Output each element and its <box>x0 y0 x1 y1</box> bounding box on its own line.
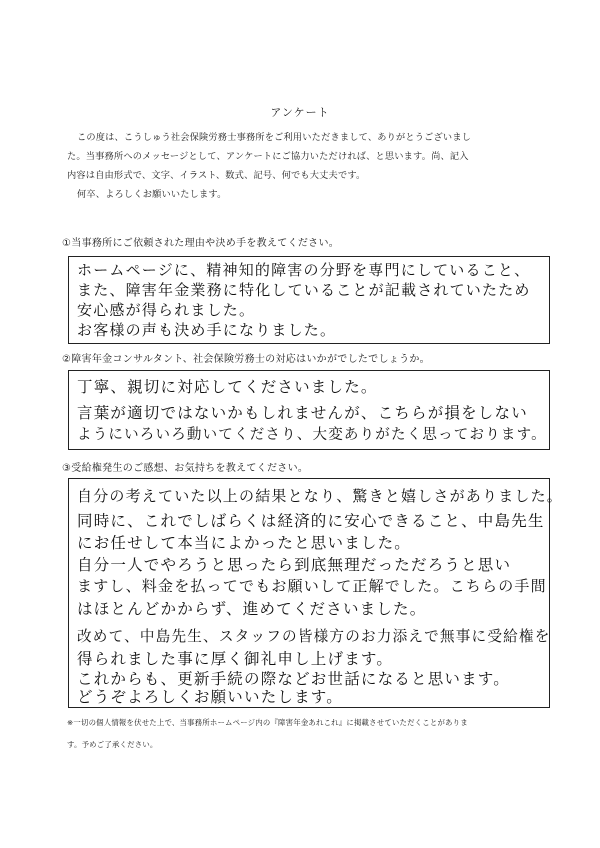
answer-line: 自分一人でやろうと思ったら到底無理だっただろうと思い <box>77 556 512 574</box>
answer-line: お客様の声も決め手になりました。 <box>77 321 337 339</box>
answer-box-2 <box>68 370 550 450</box>
answer-line: 自分の考えていた以上の結果となり、驚きと嬉しさがありました。 <box>77 487 564 505</box>
intro-line: この度は、こうしゅう社会保険労務士事務所をご利用いただきまして、ありがとうございまし <box>77 132 472 143</box>
intro-text <box>67 128 533 204</box>
question-1: ①当事務所にご依頼された理由や決め手を教えてください。 <box>62 238 340 249</box>
answer-line: 改めて、中島先生、スタッフの皆様方のお力添えで無事に受給権を <box>77 628 551 645</box>
answer-line: はほとんどかからず、進めてくださいました。 <box>77 600 427 618</box>
answer-line: 同時に、これでしばらくは経済的に安心できること、中島先生 <box>77 512 545 530</box>
question-3: ③受給権発生のご感想、お気持ちを教えてください。 <box>62 463 309 474</box>
answer-box-1 <box>68 256 550 344</box>
intro-line: た。当事務所へのメッセージとして、アンケートにご協力いただければ、と思います。尚、記入 <box>67 151 469 162</box>
question-2: ②障害年金コンサルタント、社会保険労務士の対応はいかがでしたでしょうか。 <box>62 354 430 365</box>
footnote-line: す。予めご了承ください。 <box>67 740 158 749</box>
answer-line: どうぞよろしくお願いいたします。 <box>77 688 343 706</box>
answer-line: ますし、料金を払ってでもお願いして正解でした。こちらの手間 <box>77 577 547 595</box>
answer-line: 得られました事に厚く御礼申し上げます。 <box>77 650 394 668</box>
answer-line: ホームページに、精神知的障害の分野を専門にしていること、 <box>77 261 531 279</box>
answer-line: 安心感が得られました。 <box>77 301 256 319</box>
page-title: アンケート <box>270 106 330 119</box>
intro-line: 何卒、よろしくお願いいたします。 <box>77 189 227 200</box>
answer-line: ようにいろいろ動いてくださり、大変ありがたく思っております。 <box>77 427 547 443</box>
intro-line: 内容は自由形式で、文字、イラスト、数式、記号、何でも大丈夫です。 <box>67 170 366 181</box>
answer-line: また、障害年金業務に特化していることが記載されていたため <box>77 281 531 299</box>
footnote <box>67 712 547 756</box>
answer-line: これからも、更新手続の際などお世話になると思います。 <box>77 670 510 688</box>
footnote-line: ※一切の個人情報を伏せた上で、当事務所ホームページ内の『障害年金あれこれ』に掲載させていただくことがありま <box>67 718 468 727</box>
answer-line: にお任せして本当によかったと思いました。 <box>77 534 412 552</box>
answer-line: 丁寧、親切に対応してくださいました。 <box>77 378 378 396</box>
answer-box-3 <box>68 478 564 708</box>
answer-line: 言葉が適切ではないかもしれませんが、こちらが損をしない <box>77 404 528 422</box>
